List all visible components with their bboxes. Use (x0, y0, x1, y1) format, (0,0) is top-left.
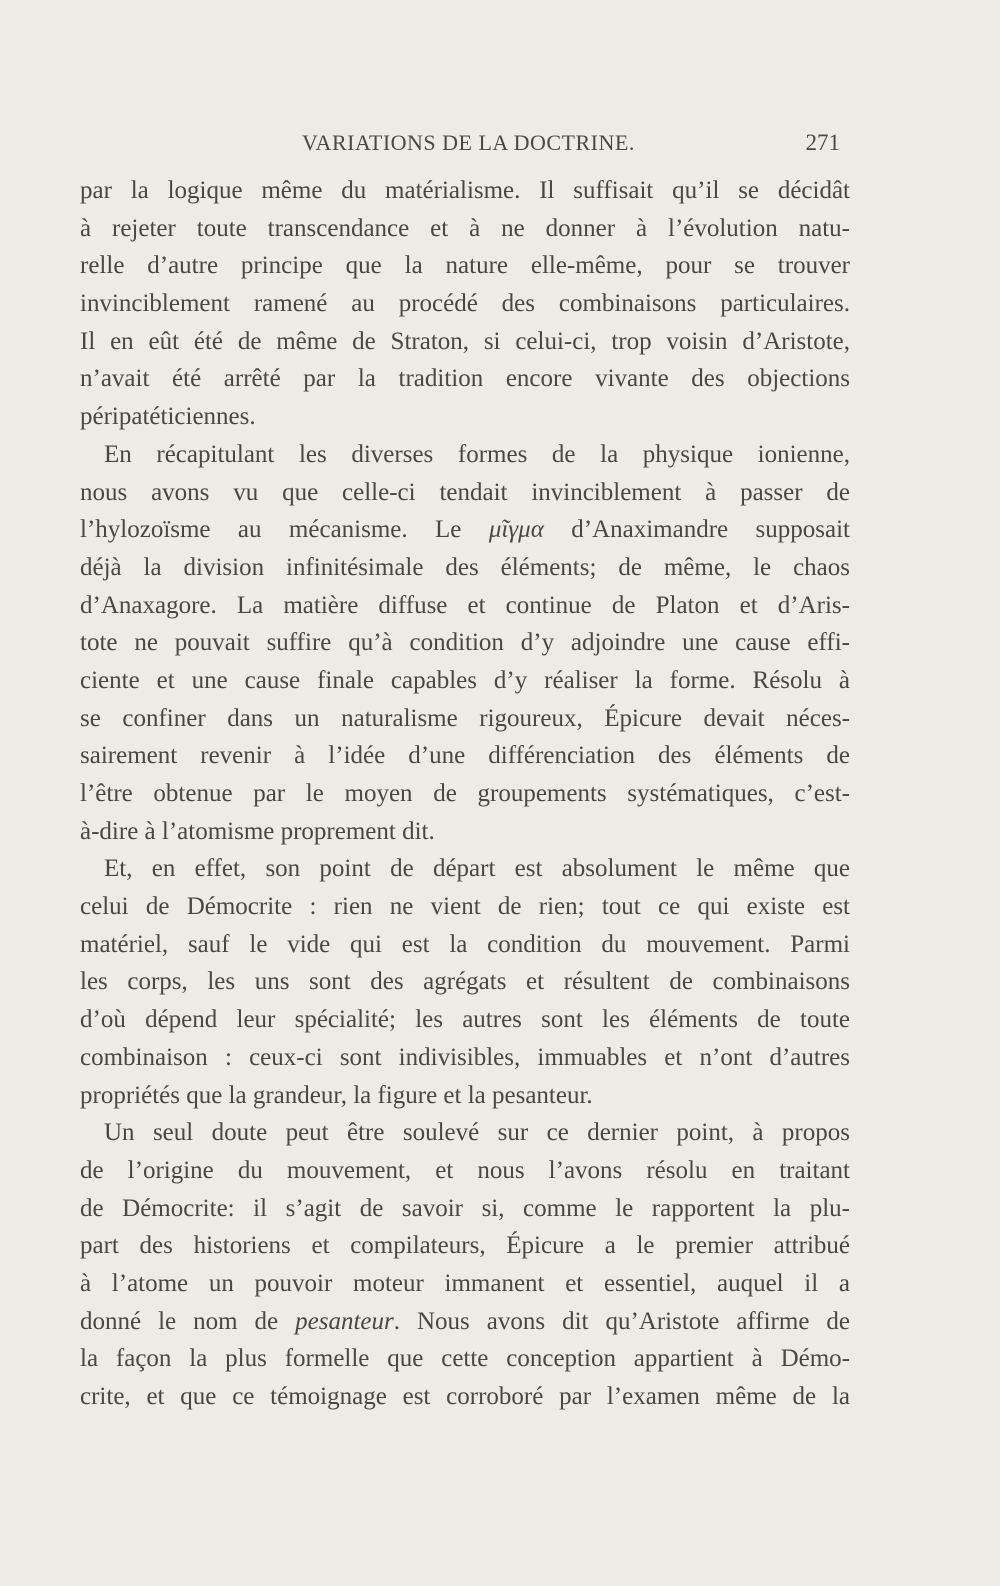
text-line: nous avons vu que celle-ci tendait invinciblement à passer de (80, 478, 850, 506)
text-line: déjà la division infinitésimale des éléments; de même, le chaos (80, 553, 850, 581)
page-header (80, 130, 850, 164)
text-line: d’Anaxagore. La matière diffuse et continue de Platon et d’Aris- (80, 591, 850, 619)
text-fragment: d’Anaximandre supposait (571, 516, 850, 544)
text-line: invinciblement ramené au procédé des combinaisons particulaires. (80, 290, 850, 318)
text-line: n’avait été arrêté par la tradition encore vivante des objections (80, 365, 850, 393)
text-line: se confiner dans un naturalisme rigoureux, Épicure devait néces- (80, 704, 850, 732)
text-line: combinaison : ceux-ci sont indivisibles, immuables et n’ont d’autres (80, 1043, 850, 1071)
text-line: Et, en effet, son point de départ est absolument le même que (104, 855, 850, 883)
text-line: par la logique même du matérialisme. Il suffisait qu’il se décidât (80, 177, 850, 204)
text-line: ciente et une cause finale capables d’y réaliser la forme. Résolu à (80, 666, 850, 694)
text-line: à-dire à l’atomisme proprement dit. (80, 817, 435, 845)
text-line-with-greek (80, 511, 850, 549)
text-line: à l’atome un pouvoir moteur immanent et essentiel, auquel il a (80, 1269, 850, 1297)
text-line: Un seul doute peut être soulevé sur ce dernier point, à propos (104, 1119, 850, 1147)
text-line: celui de Démocrite : rien ne vient de rien; tout ce qui existe est (80, 893, 850, 921)
text-line: tote ne pouvait suffire qu’à condition d’y adjoindre une cause effi- (80, 629, 850, 657)
text-line: de l’origine du mouvement, et nous l’avons résolu en traitant (80, 1156, 850, 1184)
body-text (80, 172, 850, 1416)
text-fragment: . Nous avons dit qu’Aristote affirme de (393, 1307, 851, 1335)
text-line: l’être obtenue par le moyen de groupements systématiques, c’est- (80, 780, 850, 807)
text-fragment: donné le nom de (80, 1307, 279, 1335)
text-line: matériel, sauf le vide qui est la condition du mouvement. Parmi (80, 930, 850, 958)
text-line: part des historiens et compilateurs, Épicure a le premier attribué (80, 1232, 850, 1260)
paragraph (80, 436, 850, 851)
text-line: à rejeter toute transcendance et à ne donner à l’évolution natu- (80, 214, 850, 242)
italic-word: pesanteur (295, 1307, 394, 1335)
text-line: propriétés que la grandeur, la figure et la pesanteur. (80, 1081, 593, 1109)
text-line: crite, et que ce témoignage est corroboré par l’examen même de la (80, 1383, 850, 1410)
text-line: péripatéticiennes. (80, 403, 256, 431)
paragraph (80, 1114, 850, 1416)
text-line: relle d’autre principe que la nature elle-même, pour se trouver (80, 252, 850, 280)
greek-word: μῖγμα (488, 516, 544, 544)
paragraph (80, 172, 850, 436)
text-line: de Démocrite: il s’agit de savoir si, comme le rapportent la plu- (80, 1194, 850, 1222)
running-title: VARIATIONS DE LA DOCTRINE. (302, 130, 635, 155)
paragraph (80, 850, 850, 1114)
text-fragment: l’hylozoïsme au mécanisme. Le (80, 516, 462, 544)
page-number: 271 (805, 130, 840, 155)
text-line-with-italic (80, 1303, 850, 1341)
text-line: la façon la plus formelle que cette conception appartient à Démo- (80, 1345, 850, 1373)
text-line: d’où dépend leur spécialité; les autres sont les éléments de toute (80, 1006, 850, 1034)
text-line: Il en eût été de même de Straton, si celui-ci, trop voisin d’Aristote, (80, 327, 850, 355)
text-line: les corps, les uns sont des agrégats et résultent de combinaisons (80, 968, 850, 996)
text-line: sairement revenir à l’idée d’une différenciation des éléments de (80, 742, 850, 770)
text-line: En récapitulant les diverses formes de la physique ionienne, (104, 440, 850, 468)
